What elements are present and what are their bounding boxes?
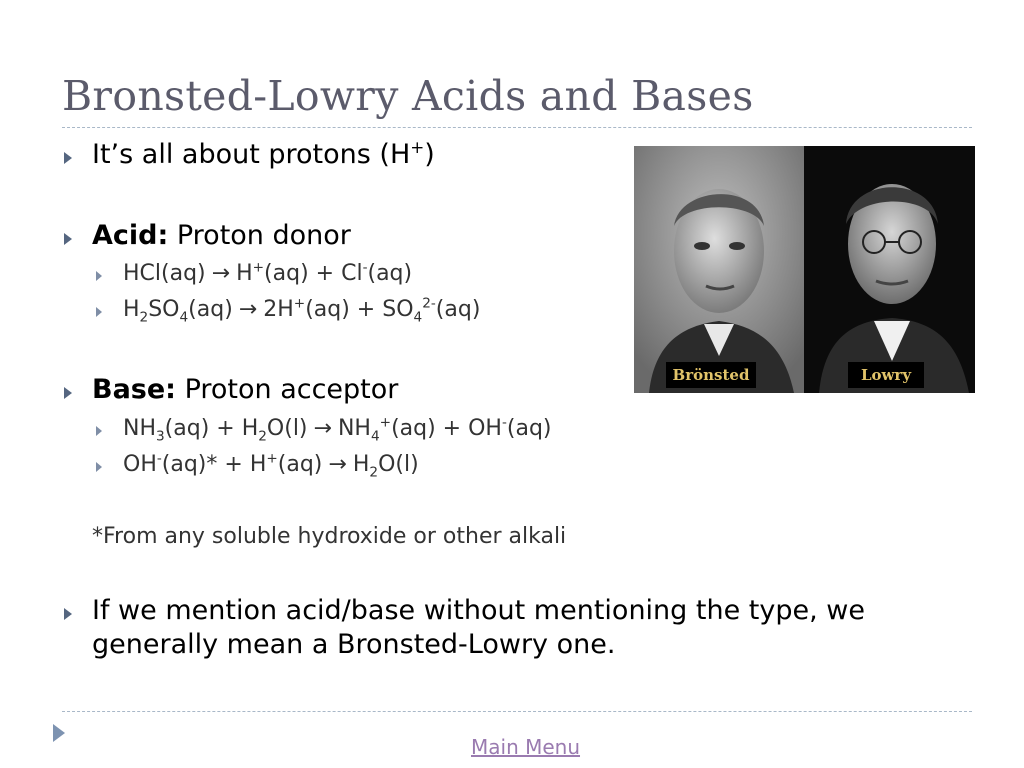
photo-caption-lowry: Lowry bbox=[860, 366, 912, 384]
acid-equation-hcl: HCl(aq) → H+(aq) + Cl-(aq) bbox=[123, 259, 413, 286]
footnote: *From any soluble hydroxide or other alkali bbox=[92, 524, 567, 549]
title-divider bbox=[62, 127, 972, 128]
bronsted-lowry-portraits bbox=[634, 146, 975, 393]
subbullet-marker-icon bbox=[96, 271, 102, 281]
bullet-marker-icon bbox=[64, 608, 72, 620]
arrow-icon: → bbox=[238, 297, 258, 322]
acid-equation-h2so4: $H_2SO_4(aq) \to 2H^+(aq) + SO_4^{2-}(aq)$ bbox=[123, 295, 481, 326]
subbullet-marker-icon bbox=[96, 307, 102, 317]
base-equation-oh: $OH^-(aq)* + H^+(aq) \to H_2O(l)$ bbox=[123, 450, 419, 481]
arrow-icon: → bbox=[313, 416, 332, 441]
bullet-base: Base: Proton acceptor bbox=[92, 374, 399, 405]
bullet-general-line2: generally mean a Bronsted-Lowry one. bbox=[92, 629, 616, 660]
arrow-icon: → bbox=[328, 452, 347, 477]
bullet-acid: Acid: Proton donor bbox=[92, 220, 351, 251]
bullet-general-line1: If we mention acid/base without mentioning the type, we bbox=[92, 595, 865, 626]
next-slide-icon[interactable] bbox=[53, 724, 65, 742]
arrow-icon: → bbox=[211, 261, 231, 286]
bullet-marker-icon bbox=[64, 152, 72, 164]
footer-divider bbox=[62, 711, 972, 712]
base-equation-nh3: $NH_3(aq) + H_2O(l) \to NH_4^+(aq) + OH^-(aq)$ bbox=[123, 414, 552, 445]
subbullet-marker-icon bbox=[96, 462, 102, 472]
bullet-marker-icon bbox=[64, 233, 72, 245]
main-menu-link[interactable]: Main Menu bbox=[471, 735, 581, 759]
photo-caption-bronsted: Brönsted bbox=[672, 366, 750, 384]
bullet-marker-icon bbox=[64, 387, 72, 399]
subbullet-marker-icon bbox=[96, 426, 102, 436]
slide-title: Bronsted-Lowry Acids and Bases bbox=[62, 72, 754, 120]
bullet-protons: It’s all about protons (H+) bbox=[92, 137, 435, 170]
